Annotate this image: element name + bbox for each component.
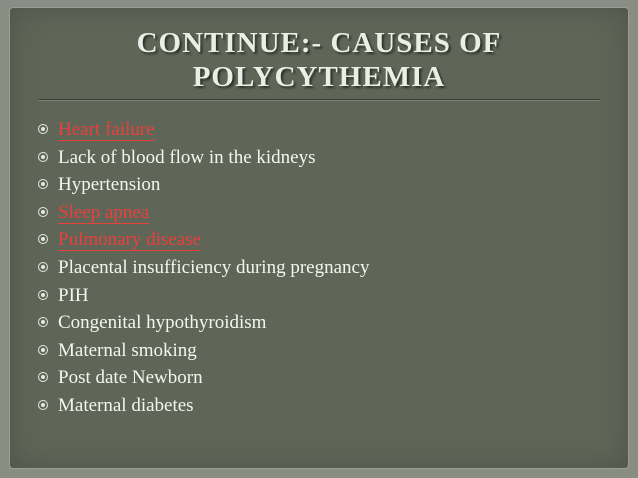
circled-dot-icon — [38, 262, 48, 272]
circled-dot-icon — [38, 234, 48, 244]
circled-dot-icon — [38, 317, 48, 327]
bullet-text: Placental insufficiency during pregnancy — [58, 256, 370, 278]
bullet-item-pih — [38, 282, 598, 310]
bullet-item-sleep-apnea — [38, 199, 598, 227]
bullet-text: Congenital hypothyroidism — [58, 312, 267, 334]
bullet-text: Maternal smoking — [58, 339, 197, 361]
circled-dot-icon — [38, 400, 48, 410]
bullet-item-congenital-hypothyroidism — [38, 309, 598, 337]
bullet-item-maternal-diabetes — [38, 392, 598, 420]
bullet-item-placental-insufficiency — [38, 254, 598, 282]
title-line-2: POLYCYTHEMIA — [192, 61, 446, 93]
slide-title — [10, 26, 628, 94]
bullet-text: Lack of blood flow in the kidneys — [58, 146, 316, 168]
bullet-item-heart-failure — [38, 116, 598, 144]
title-divider — [38, 99, 600, 101]
bullet-text: Heart failure — [58, 119, 155, 140]
circled-dot-icon — [38, 345, 48, 355]
circled-dot-icon — [38, 290, 48, 300]
bullet-item-maternal-smoking — [38, 337, 598, 365]
bullet-item-post-date-newborn — [38, 364, 598, 392]
bullet-list — [38, 116, 598, 420]
bullet-text: Post date Newborn — [58, 367, 203, 389]
bullet-text: Maternal diabetes — [58, 394, 194, 416]
circled-dot-icon — [38, 152, 48, 162]
circled-dot-icon — [38, 372, 48, 382]
bullet-item-hypertension — [38, 171, 598, 199]
circled-dot-icon — [38, 179, 48, 189]
title-line-1: CONTINUE:- CAUSES OF — [136, 27, 502, 59]
circled-dot-icon — [38, 207, 48, 217]
bullet-text: Hypertension — [58, 174, 161, 196]
bullet-text: Pulmonary disease — [58, 229, 202, 251]
circled-dot-icon — [38, 124, 48, 134]
bullet-text: Sleep apnea — [58, 201, 150, 223]
bullet-item-kidney-blood-flow — [38, 144, 598, 172]
bullet-text: PIH — [58, 284, 89, 306]
bullet-item-pulmonary-disease — [38, 226, 598, 254]
